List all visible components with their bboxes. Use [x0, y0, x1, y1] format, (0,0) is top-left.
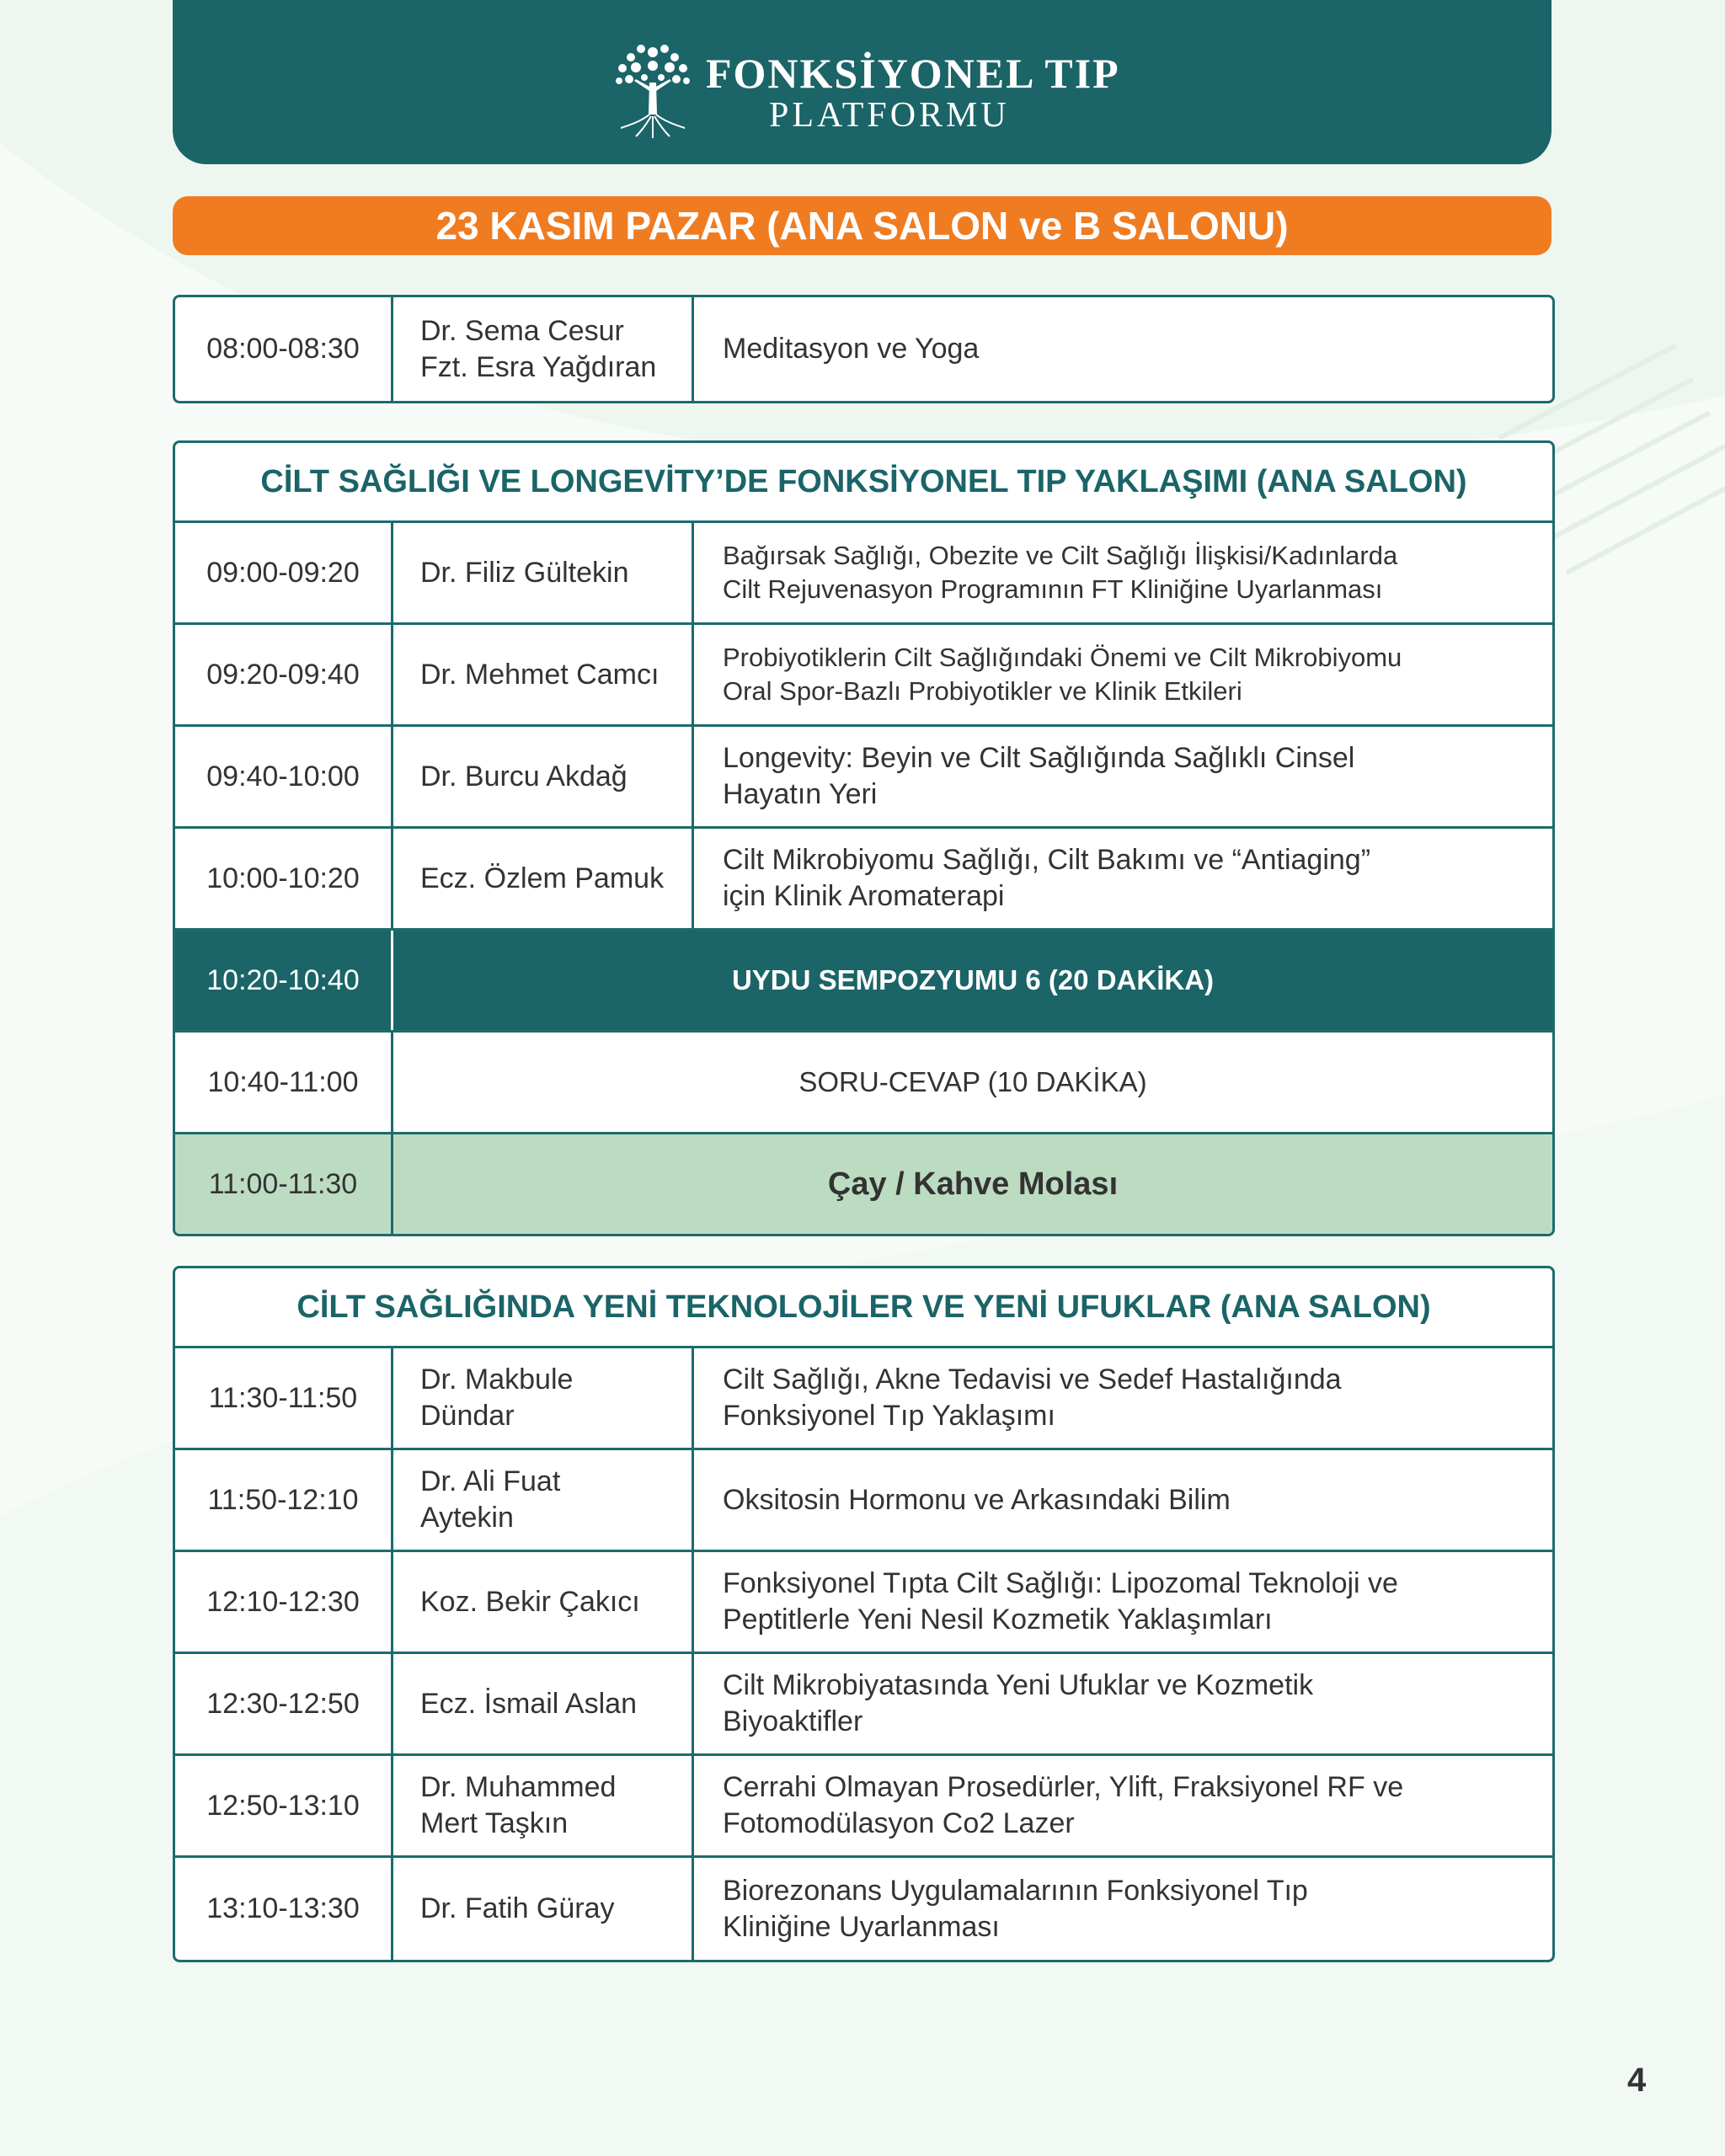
speaker-name: Aytekin [420, 1502, 514, 1534]
speaker-name: Koz. Bekir Çakıcı [420, 1585, 640, 1618]
topic-line: Oral Spor-Bazlı Probiyotikler ve Klinik Etkileri [723, 676, 1242, 706]
topic-cell [694, 1450, 1552, 1550]
day-banner: 23 KASIM PAZAR (ANA SALON ve B SALONU) [173, 196, 1551, 255]
speaker-name: Dr. Filiz Gültekin [420, 556, 629, 589]
speaker-cell [393, 1756, 694, 1855]
time-cell: 12:50-13:10 [175, 1756, 393, 1855]
table-row [175, 1654, 1552, 1756]
topic-line: Oksitosin Hormonu ve Arkasındaki Bilim [723, 1483, 1231, 1516]
break-label: Çay / Kahve Molası [827, 1166, 1119, 1202]
session-2-table [173, 1266, 1555, 1962]
topic-line: Cilt Sağlığı, Akne Tedavisi ve Sedef Hastalığında [723, 1364, 1342, 1396]
table-row [175, 1450, 1552, 1552]
table-row [175, 523, 1552, 625]
topic-line: Fonksiyonel Tıpta Cilt Sağlığı: Lipozomal Teknoloji ve [723, 1567, 1398, 1599]
speaker-name: Dr. Fatih Güray [420, 1892, 615, 1924]
time-cell: 10:40-11:00 [175, 1033, 393, 1132]
speaker-cell [393, 1858, 694, 1960]
table-row [175, 1348, 1552, 1450]
qa-label: SORU-CEVAP (10 DAKİKA) [798, 1066, 1147, 1097]
topic-line: Kliniğine Uyarlanması [723, 1910, 1000, 1943]
page-number: 4 [1627, 2062, 1647, 2099]
speaker-cell [393, 297, 694, 401]
speaker-name: Ecz. İsmail Aslan [420, 1687, 637, 1720]
time-cell: 13:10-13:30 [175, 1858, 393, 1960]
topic-line: Longevity: Beyin ve Cilt Sağlığında Sağlıklı Cinsel [723, 742, 1355, 774]
time-cell: 10:20-10:40 [175, 931, 393, 1030]
topic-line: Bağırsak Sağlığı, Obezite ve Cilt Sağlığı İlişkisi/Kadınlarda [723, 541, 1398, 570]
header-bar [173, 0, 1551, 164]
time-cell: 09:20-09:40 [175, 625, 393, 724]
topic-cell: Meditasyon ve Yoga [723, 333, 980, 365]
speaker-name: Dr. Mehmet Camcı [420, 658, 660, 691]
table-row [175, 1858, 1552, 1960]
speaker-name: Dr. Burcu Akdağ [420, 760, 628, 792]
symposium-row [175, 931, 1552, 1033]
symposium-label: UYDU SEMPOZYUMU 6 (20 DAKİKA) [731, 964, 1215, 995]
time-cell: 12:10-12:30 [175, 1552, 393, 1652]
topic-line: Fotomodülasyon Co2 Lazer [723, 1807, 1075, 1839]
opening-table [173, 295, 1555, 403]
topic-cell [694, 1348, 1552, 1448]
topic-line: Cilt Rejuvenasyon Programının FT Kliniğine Uyarlanması [723, 574, 1383, 604]
topic-line: Cilt Mikrobiyomu Sağlığı, Cilt Bakımı ve “Antiaging” [723, 844, 1371, 876]
speaker-name: Dr. Muhammed [420, 1771, 617, 1803]
logo-title: FONKSİYONEL TIP [706, 50, 1120, 97]
logo-subtitle: PLATFORMU [769, 96, 1010, 135]
speaker-cell [393, 625, 694, 724]
topic-line: Cilt Mikrobiyatasında Yeni Ufuklar ve Kozmetik [723, 1669, 1314, 1701]
topic-cell [694, 1552, 1552, 1652]
platform-logo [611, 40, 1120, 141]
time-cell: 10:00-10:20 [175, 829, 393, 928]
break-row [175, 1134, 1552, 1234]
speaker-cell [393, 727, 694, 826]
topic-line: Peptitlerle Yeni Nesil Kozmetik Yaklaşımları [723, 1604, 1273, 1636]
time-cell: 09:40-10:00 [175, 727, 393, 826]
time-cell: 08:00-08:30 [175, 297, 393, 401]
speaker-name: Dr. Makbule [420, 1364, 574, 1396]
topic-cell [694, 727, 1552, 826]
speaker-name: Dündar [420, 1400, 515, 1432]
table-row [175, 625, 1552, 727]
topic-line: Biyoaktifler [723, 1705, 863, 1737]
speaker-cell [393, 1450, 694, 1550]
speaker-name: Dr. Sema Cesur [420, 314, 624, 347]
speaker-name: Ecz. Özlem Pamuk [420, 862, 665, 894]
table-row [175, 1552, 1552, 1654]
topic-cell [694, 1756, 1552, 1855]
tree-logo-icon [611, 40, 695, 141]
qa-row [175, 1033, 1552, 1134]
table-row [175, 727, 1552, 829]
speaker-cell [393, 829, 694, 928]
time-cell: 12:30-12:50 [175, 1654, 393, 1753]
topic-line: için Klinik Aromaterapi [723, 880, 1005, 912]
table-row [175, 1756, 1552, 1858]
session-title: CİLT SAĞLIĞINDA YENİ TEKNOLOJİLER VE YENİ UFUKLAR (ANA SALON) [175, 1268, 1552, 1348]
speaker-cell [393, 523, 694, 622]
time-cell: 11:50-12:10 [175, 1450, 393, 1550]
topic-cell [694, 625, 1552, 724]
time-cell: 09:00-09:20 [175, 523, 393, 622]
speaker-name: Mert Taşkın [420, 1807, 569, 1839]
session-1-table [173, 440, 1555, 1236]
topic-cell [694, 829, 1552, 928]
topic-cell [694, 1654, 1552, 1753]
topic-line: Fonksiyonel Tıp Yaklaşımı [723, 1400, 1055, 1432]
speaker-cell [393, 1348, 694, 1448]
speaker-cell [393, 1552, 694, 1652]
topic-cell [694, 1858, 1552, 1960]
session-title: CİLT SAĞLIĞI VE LONGEVİTY’DE FONKSİYONEL TIP YAKLAŞIMI (ANA SALON) [175, 443, 1552, 523]
topic-line: Probiyotiklerin Cilt Sağlığındaki Önemi ve Cilt Mikrobiyomu [723, 643, 1402, 672]
topic-cell [694, 523, 1552, 622]
speaker-name: Fzt. Esra Yağdıran [420, 350, 657, 383]
speaker-cell [393, 1654, 694, 1753]
topic-line: Biorezonans Uygulamalarının Fonksiyonel Tıp [723, 1874, 1308, 1907]
time-cell: 11:30-11:50 [175, 1348, 393, 1448]
table-row [175, 829, 1552, 931]
table-row [175, 297, 1552, 401]
speaker-name: Dr. Ali Fuat [420, 1465, 561, 1497]
time-cell: 11:00-11:30 [175, 1134, 393, 1234]
topic-line: Cerrahi Olmayan Prosedürler, Ylift, Fraksiyonel RF ve [723, 1771, 1404, 1803]
topic-line: Hayatın Yeri [723, 778, 878, 810]
